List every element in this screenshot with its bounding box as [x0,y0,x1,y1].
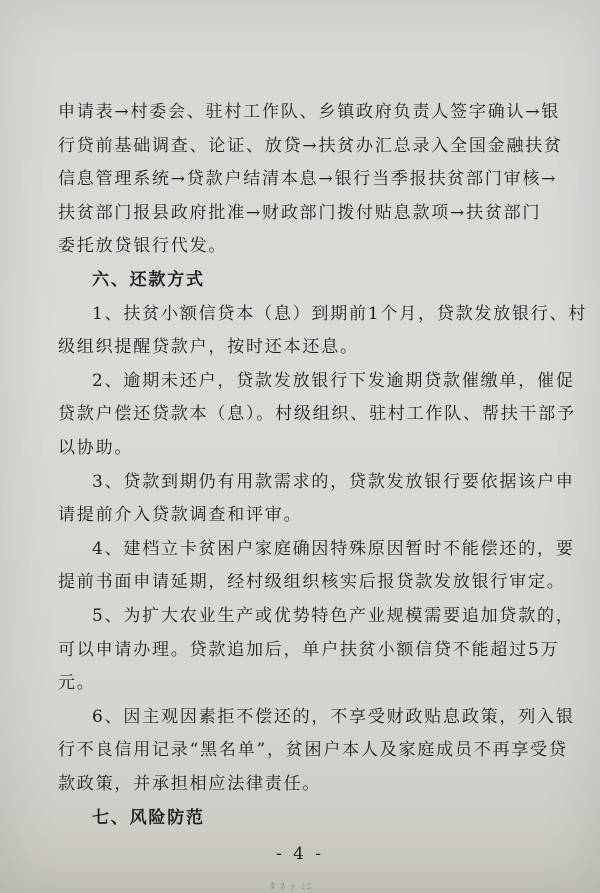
bottom-edge-text: ﾀ ﾈ ｧ ﾐﾆ [270,882,313,890]
text-line: 5、为扩大农业生产或优势特色产业规模需要追加贷款的， [92,606,575,626]
text-line: 款政策，并承担相应法律责任。 [58,774,322,794]
text-line: 行贷前基础调查、论证、放贷→扶贫办汇总录入全国金融扶贫 [58,135,563,156]
text-line: 信息管理系统→贷款户结清本息→银行当季报扶贫部门审核→ [58,169,558,190]
text-line: 2、逾期未还户，贷款发放银行下发逾期贷款催缴单，催促 [92,370,575,391]
text-line: 可以申请办理。贷款追加后，单户扶贫小额信贷不能超过5万 [58,639,560,660]
text-line: 提前书面申请延期，经村级组织核实后报贷款发放银行审定。 [58,572,566,593]
text-line: 级组织提醒贷款户，按时还本还息。 [58,337,359,358]
text-line: 1、扶贫小额信贷本（息）到期前1个月，贷款发放银行、村 [92,303,588,324]
text-line: 行不良信用记录“黑名单”，贫困户本人及家庭成员不再享受贷 [58,740,568,761]
text-line: 以协助。 [58,438,134,458]
section-heading-repayment: 六、还款方式 [92,270,205,290]
text-line: 申请表→村委会、驻村工作队、乡镇政府负责人签字确认→银 [58,102,561,122]
text-line: 6、因主观因素拒不偿还的，不享受财政贴息政策，列入银 [92,706,575,727]
text-line: 请提前介入贷款调查和评审。 [58,505,303,526]
section-heading-risk: 七、风险防范 [92,807,205,828]
text-line: 3、贷款到期仍有用款需求的，贷款发放银行要依据该户申 [92,471,575,492]
text-line: 4、建档立卡贫困户家庭确因特殊原因暂时不能偿还的，要 [92,538,575,559]
page-number: - 4 - [275,844,325,865]
text-line: 贷款户偿还贷款本（息）。村级组织、驻村工作队、帮扶干部予 [58,404,576,425]
text-line: 元。 [58,673,96,694]
text-line: 委托放贷银行代发。 [58,236,228,257]
text-line: 扶贫部门报县政府批准→财政部门拨付贴息款项→扶贫部门 [58,202,542,223]
